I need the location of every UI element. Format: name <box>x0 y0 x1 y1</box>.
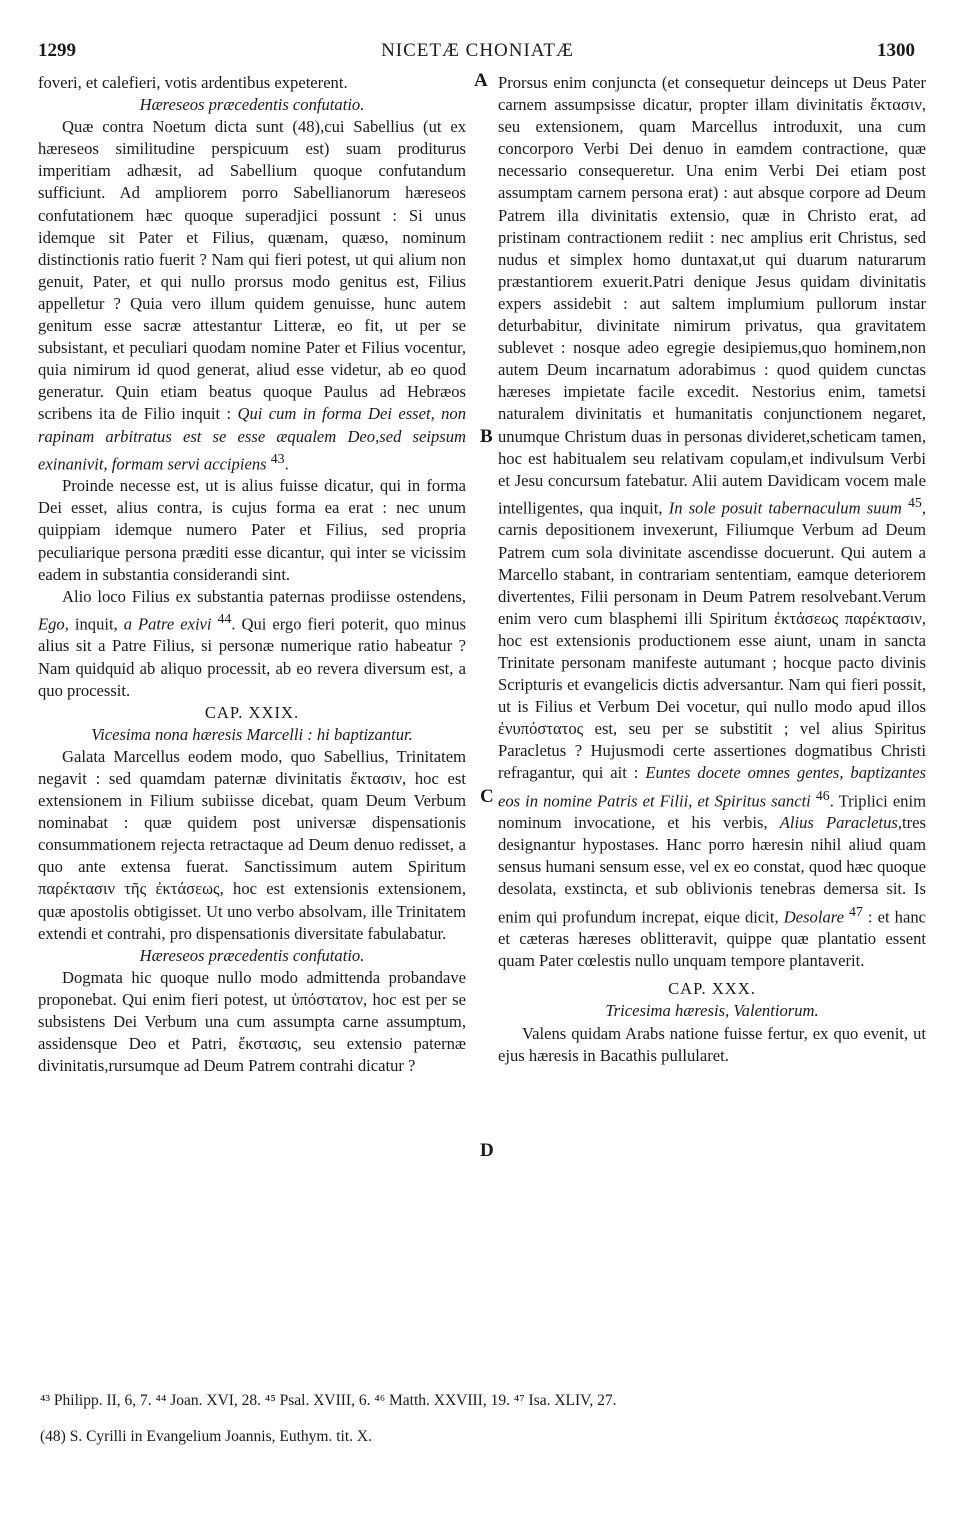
margin-letter-c: C <box>480 786 494 807</box>
footnote-ref: 44 <box>217 610 232 626</box>
paragraph: Dogmata hic quoque nullo modo admittenda probandave proponebat. Qui enim fieri potest, ut ὑπόστατον, hoc est per se subsistens Dei Verbum una cum assumpta carne assumptum, assidensque Deo et Patri, ἔκστασις, seu extensio paternæ divinitatis,rursumque ad Deum Patrem contrahi dicatur ? <box>38 967 466 1076</box>
paragraph: Galata Marcellus eodem modo, quo Sabellius, Trinitatem negavit : sed quamdam paternæ divinitatis ἔκτασιν, hoc est extensionem in Filium subiisse dicebat, quam Deum Verbum nominabat : quæ quidem post universæ dispensationis consummationem rejecta retractaque ad Deum denuo redisset, a quo ante extensa fuerat. Sanctissimum autem Spiritum παρέκτασιν τῆς ἐκτάσεως, hoc est extensionis extensionem, quæ apostolis obtigisset. Ut uno verbo absolvam, ille Trinitatem extendi et contrahi, pro dispensationis diversitate fabulabatur. <box>38 746 466 943</box>
footnote-ref: 47 <box>849 903 863 919</box>
scripture-footnotes: ⁴³ Philipp. II, 6, 7. ⁴⁴ Joan. XVI, 28. ⁴⁵ Psal. XVIII, 6. ⁴⁶ Matth. XXVIII, 19. ⁴⁷ Isa. XLIV, 27. <box>40 1392 617 1409</box>
section-subtitle: Hæreseos præcedentis confutatio. <box>139 95 365 115</box>
margin-letter-b: B <box>480 426 493 447</box>
running-header <box>30 40 925 70</box>
section-subtitle: Hæreseos præcedentis confutatio. <box>139 945 365 965</box>
paragraph: foveri, et calefieri, votis ardentibus expeterent. <box>38 73 348 92</box>
scripture-quote: Qui cum in forma Dei esset, non rapinam arbitratus est se esse æqualem Deo,sed seipsum exinanivit, formam servi accipiens <box>38 404 467 474</box>
paragraph: Prorsus enim conjuncta (et consequetur deinceps ut Deus Pater carnem assumpsisse dicatur, propter illam divinitatis ἔκτασιν, seu extensionem, quam Marcellus introduxit, una cum concorporo Verbi Dei denuo in eamdem contractione, quæ necessario consequeretur. Una enim Verbi Dei etiam post assumptam carnem persona erat) : aut absque corpore ad Deum Patrem illa divinitatis extensio, quæ in Christo erat, ad pristinam contractionem rediit : nec amplius erit Christus, sed nudus et simplex homo duntaxat,ut qui duarum naturarum præstantiorem exuerit.Patri denique Jesus quidam divinitatis expers assidebit : aut saltem implumium pullorum instar deturbabitur, divinitate nimirum privatus, qua gravitatem sublevet : nosque adeo egregie desipiemus,quo hominem,non autem Deum incarnatum adorabimus : quod quidem cunctas hæreses impietate facile excedit. Nestorius enim, tametsi naturalem divinitatis et humanitatis conjunctionem negaret, unumque Christum duas in personas divideret,scheticam tamen, hoc est habitualem seu relativam copulam,et indivulsum Verbi et Jesu concursum fatebatur. Alii autem Davidicam vocem male intelligentes, qua inquit, In sole posuit tabernaculum suum $^{45}$, carnis depositionem invexerunt, Filiumque Verbum ad Deum Patrem cum sola divinitate ascendisse docuerunt. Qui autem a Marcello stabant, in contrariam sententiam, eamque deteriorem divertentes, Filii personam in Deum Patrem resolvebant.Verum enim vero cum blasphemi illi Spiritum ἐκτάσεως παρέκτασιν, hoc est extensionis productionem esse aiunt, unam in sancta Trinitate personam manifeste autumant ; hocque pacto divinis Scripturis et evangelicis dictis adversantur. Nam qui fieri possit, ut is Filius et Verbum Dei vocetur, qui nullo modo apud illos ἐνυπόστατος est, seu per se substitit ; vel alius Spiritus Paracletus ? Hujusmodi certe assertiones dogmatibus Christi refragantur, qui ait : Euntes docete omnes gentes, baptizantes eos in nomine Patris et Filii, et Spiritus sancti $^{46}$. Triplici enim nominum invocatione, et his verbis, Alius Paracletus,tres designantur hypostases. Hanc porro hæresin nihil aliud quam sensus humani sensum esse, vel ex eo constat, quod hæc quoque desolata, exstincta, et sub oblivionis tenebras demersa sit. Is enim qui profundum increpat, eique dicit, Desolare $^{47}$ : et hanc et cæteras hæreses oblitteravit, quippe quæ plantatio essent quam Pater cœlestis nullo unquam tempore plantaverit. <box>498 73 927 971</box>
margin-letter-d: D <box>480 1140 494 1161</box>
paragraph: Valens quidam Arabs natione fuisse fertur, ex quo evenit, ut ejus hæresis in Bacathis pullularet. <box>498 1023 926 1065</box>
footnote-ref: 43 <box>270 450 285 466</box>
footnote-ref: 46 <box>815 787 830 803</box>
chapter-heading: CAP. XXIX. <box>204 702 300 722</box>
source-footnote: (48) S. Cyrilli in Evangelium Joannis, Euthym. tit. X. <box>40 1428 372 1445</box>
chapter-subtitle: Tricesima hæresis, Valentiorum. <box>605 1001 819 1021</box>
running-title: NICETÆ CHONIATÆ <box>381 40 574 61</box>
margin-letter-a: A <box>474 70 488 91</box>
page-number-right: 1300 <box>877 40 915 61</box>
paragraph: Proinde necesse est, ut is alius fuisse dicatur, qui in forma Dei esset, alius contra, is cujus forma ea erat : nec unum quippiam idemque numero Pater et Filius, sed propria peculiarique persona præditi esse dicantur, qui inter se vicissim eadem in substantia considerandi sint. <box>38 476 466 584</box>
chapter-heading: CAP. XXX. <box>668 979 756 999</box>
footnote-ref: 45 <box>908 494 922 510</box>
footnotes <box>40 1390 925 1448</box>
chapter-subtitle: Vicesima nona hæresis Marcelli : hi baptizantur. <box>91 724 413 744</box>
paragraph: Alio loco Filius ex substantia paternas prodiisse ostendens, Ego, inquit, a Patre exivi $^{44}$. Qui ergo fieri poterit, quo minus alius sit a Patre Filius, si personæ numerique ratio habeatur ? Nam quidquid ab aliquo processit, ab eo revera diversum est, a quo processit. <box>38 586 466 700</box>
paragraph: Quæ contra Noetum dicta sunt (48),cui Sabellius (ut ex hæreseos similitudine perspicuum est) suam proditurus imperitiam adhæsit, ad Sabellium quoque confutandum sufficiunt. Ad ampliorem porro Sabellianorum hæreseos confutationem hæc quoque superadjici possunt : Si unus idemque sit Pater et Filius, quænam, quæso, nominum distinctionis ratio fuerit ? Nam qui fieri potest, ut qui alium non genuit, Pater, et qui nullo prorsus modo genitus est, Filius appelletur ? Quia vero illum quidem genuisse, hunc autem genitum esse sacræ attestantur Litteræ, eo fit, ut per se subsistant, et peculiari quodam nomine Pater et Filius vocentur, quia nimirum id quod generat, aliud esse videtur, ab eo quod generatur. Quin etiam beatus quoque Paulus ad Hebræos scribens ita de Filio inquit : Qui cum in forma Dei esset, non rapinam arbitratus est se esse æqualem Deo,sed seipsum exinanivit, formam servi accipiens $^{43}$. <box>38 117 467 474</box>
left-column <box>38 72 466 1077</box>
right-column <box>498 72 926 1067</box>
page-number-left: 1299 <box>38 40 76 61</box>
